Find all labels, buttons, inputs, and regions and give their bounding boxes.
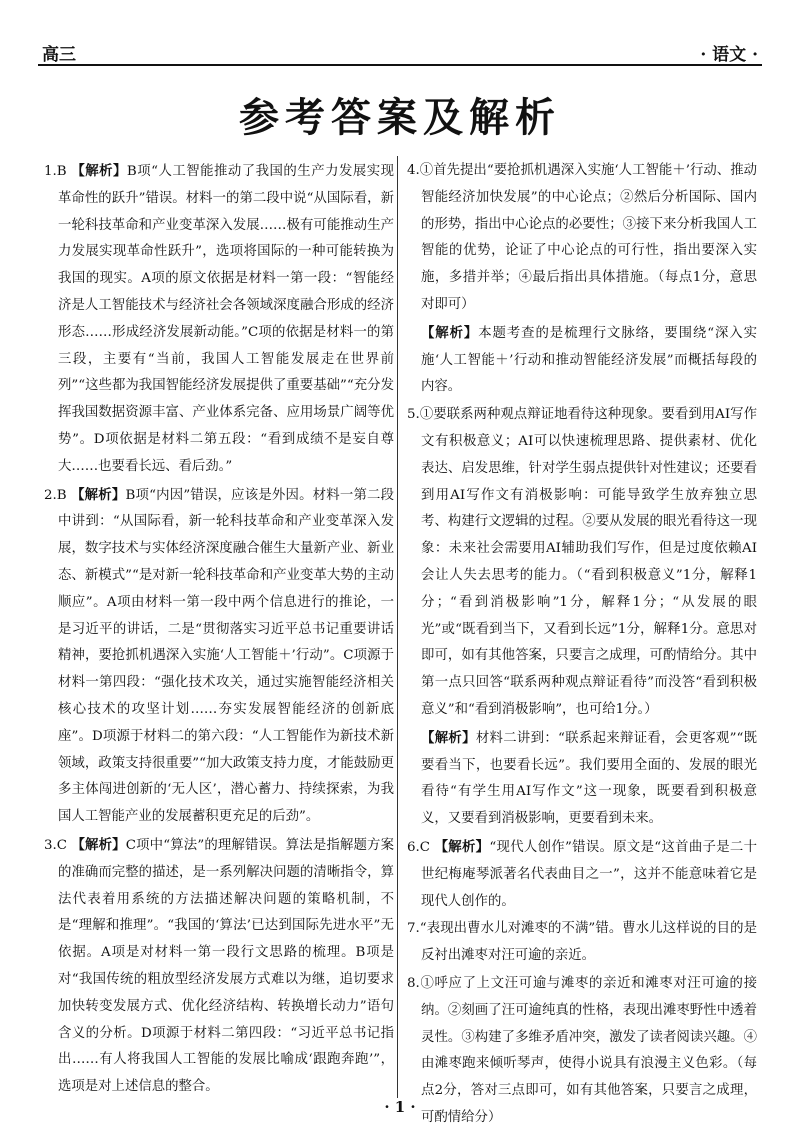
page-title: 参考答案及解析 [239,95,561,141]
item-text: ①呼应了上文汪可逾与滩枣的亲近和滩枣对汪可逾的接纳。②刻画了汪可逾纯真的性格，表现出滩枣野性中透着灵性。③构建了多维矛盾冲突，激发了读者阅读兴趣。④由滩枣跑来倾听琴声，使得小说具有浪漫主义色彩。（每点2分，答对三点即可，如有其他答案，只要言之成理，可酌情给分） [419,975,757,1125]
item-text: “现代人创作”错误。原文是“这首曲子是二十世纪梅庵琴派著名代表曲目之一”，这并不能意味着它是现代人创作的。 [421,839,757,909]
item-text: 材料二讲到：“联系起来辩证看，会更客观”“既要看当下，也要看长远”。我们要用全面的、发展的眼光看待“有学生用AI写作文”这一现象，既要看到积极意义，又要看到消极影响，更要看到未来。 [421,730,757,827]
item-number: 5. [407,407,420,423]
item-number: 4. [407,163,420,178]
item-number: 1.B [44,164,67,179]
item-tag: 【解析】 [71,836,126,853]
item-text: C项中“算法”的理解错误。算法是指解题方案的准确而完整的描述，是一系列解决问题的清晰指令，算法代表着用系统的方法描述解决问题的策略机制，不是“理解和推理”。“我国的‘算法’已达到国际先进水平”无依据。A项是对材料一第一段行文思路的梳理。B项是对“我国传统的粗放型经济发展方式难以为继，追切要求加快转变发展方式、优化经济结构、转换增长动力”语句含义的分析。D项源于材料二第四段：“习近平总书记指出……有人将我国人工智能的发展比喻成‘跟跑奔跑’”，选项是对上述信息的整合。 [58,837,395,1095]
item-number: 3.C [44,837,68,853]
item-text: B项“人工智能推动了我国的生产力发展实现革命性的跃升”错误。材料一的第二段中说“从国际看，新一轮科技革命和产业变革深入发展……极有可能推动生产力发展实现革命性跃升”，选项将国际的一种可能转换为我国的现实。A项的原文依据是材料一第一段：“智能经济是人工智能技术与经济社会各领域深度融合形成的经济形态……形成经济发展新动能。”C项的依据是材料一的第三段，主要有“当前，我国人工智能发展走在世界前列”“这些都为我国智能经济发展提供了重要基础”“充分发挥我国数据资源丰富、产业体系完备、应用场景广阔等优势”。D项依据是材料二第五段：“看到成绩不是妄自尊大……也要看长远、看后劲。” [58,164,395,474]
item-text: ①首先提出“要抢抓机遇深入实施‘人工智能＋’行动、推动智能经济加快发展”的中心论点；②然后分析国际、国内的形势，指出中心论点的必要性；③接下来分析我国人工智能的优势，论证了中心论点的可行性，指出要深入实施，多措并举；④最后指出具体措施。（每点1分，意思对即可） [419,163,757,312]
answer-item-2 [44,482,394,831]
item-number: 6.C [407,839,431,855]
item-tag: 【解析】 [71,486,126,503]
page-number: · 1 · [384,1098,416,1116]
item-text: “表现出曹水儿对滩枣的不满”错。曹水儿这样说的目的是反衬出滩枣对汪可逾的亲近。 [419,921,757,964]
answer-item-5 [407,402,757,724]
left-column [44,158,394,1102]
header-grade: 高三 [42,45,76,65]
item-tag: 【解析】 [71,163,127,179]
analysis-note-4 [407,320,757,401]
item-tag: 【解析】 [421,729,476,746]
item-text: B项“内因”错误，应该是外因。材料一第二段中讲到：“从国际看，新一轮科技革命和产业变革深入发展，数字技术与实体经济深度融合催生大量新产业、新业态、新模式”“是对新一轮科技革命和产业变革大势的主动顺应”。A项由材料一第一段中两个信息进行的推论，一是习近平的讲话，二是“贯彻落实习近平总书记重要讲话精神，要抢抓机遇深入实施‘人工智能＋’行动”。C项源于材料一第四段：“强化技术攻关，通过实施智能经济相关核心技术的攻坚计划……夯实发展智能经济的创新底座”。D项源于材料二的第六段：“人工智能作为新技术新领域，政策支持很重要”“加大政策支持力度，才能鼓励更多主体闯进创新的‘无人区’，潜心蓄力、持续探索，为我国人工智能产业的发展蓄积更充足的后劲”。 [58,487,395,825]
answer-item-6 [407,834,757,915]
right-column [407,158,757,1133]
analysis-note-5 [407,725,757,833]
header-divider [38,64,762,66]
item-number: 7. [407,921,420,937]
header-subject: · 语文 · [700,45,758,65]
item-number: 8. [407,975,420,991]
column-divider [397,156,398,1098]
item-tag: 【解析】 [421,324,479,341]
answer-item-7 [407,916,757,970]
item-number: 2.B [44,487,67,503]
answer-item-4 [407,158,757,319]
answer-item-3 [44,832,394,1101]
item-tag: 【解析】 [434,838,490,855]
answer-item-1 [44,158,394,481]
item-text: ①要联系两种观点辩证地看待这种现象。要看到用AI写作文有积极意义；AI可以快速梳理思路、提供素材、优化表达、启发思维，针对学生弱点提供针对性建议；还要看到用AI写作文有消极影响：可能导致学生放弃独立思考、构建行文逻辑的过程。②要从发展的眼光看待这一现象：未来社会需要用AI辅助我们写作，但是过度依赖AI会让人失去思考的能力。（“看到积极意义”1分，解释1分；“看到消极影响”1分，解释1分；“从发展的眼光”或“既看到当下，又看到长远”1分，解释1分。意思对即可，如有其他答案，只要言之成理，可酌情给分。其中第一点只回答“联系两种观点辩证看待”而没答“看到积极意义”和“看到消极影响”，也可给1分。） [419,407,757,717]
item-text: 本题考查的是梳理行文脉络，要围绕“深入实施‘人工智能＋’行动和推动智能经济发展”而概括每段的内容。 [421,325,757,395]
